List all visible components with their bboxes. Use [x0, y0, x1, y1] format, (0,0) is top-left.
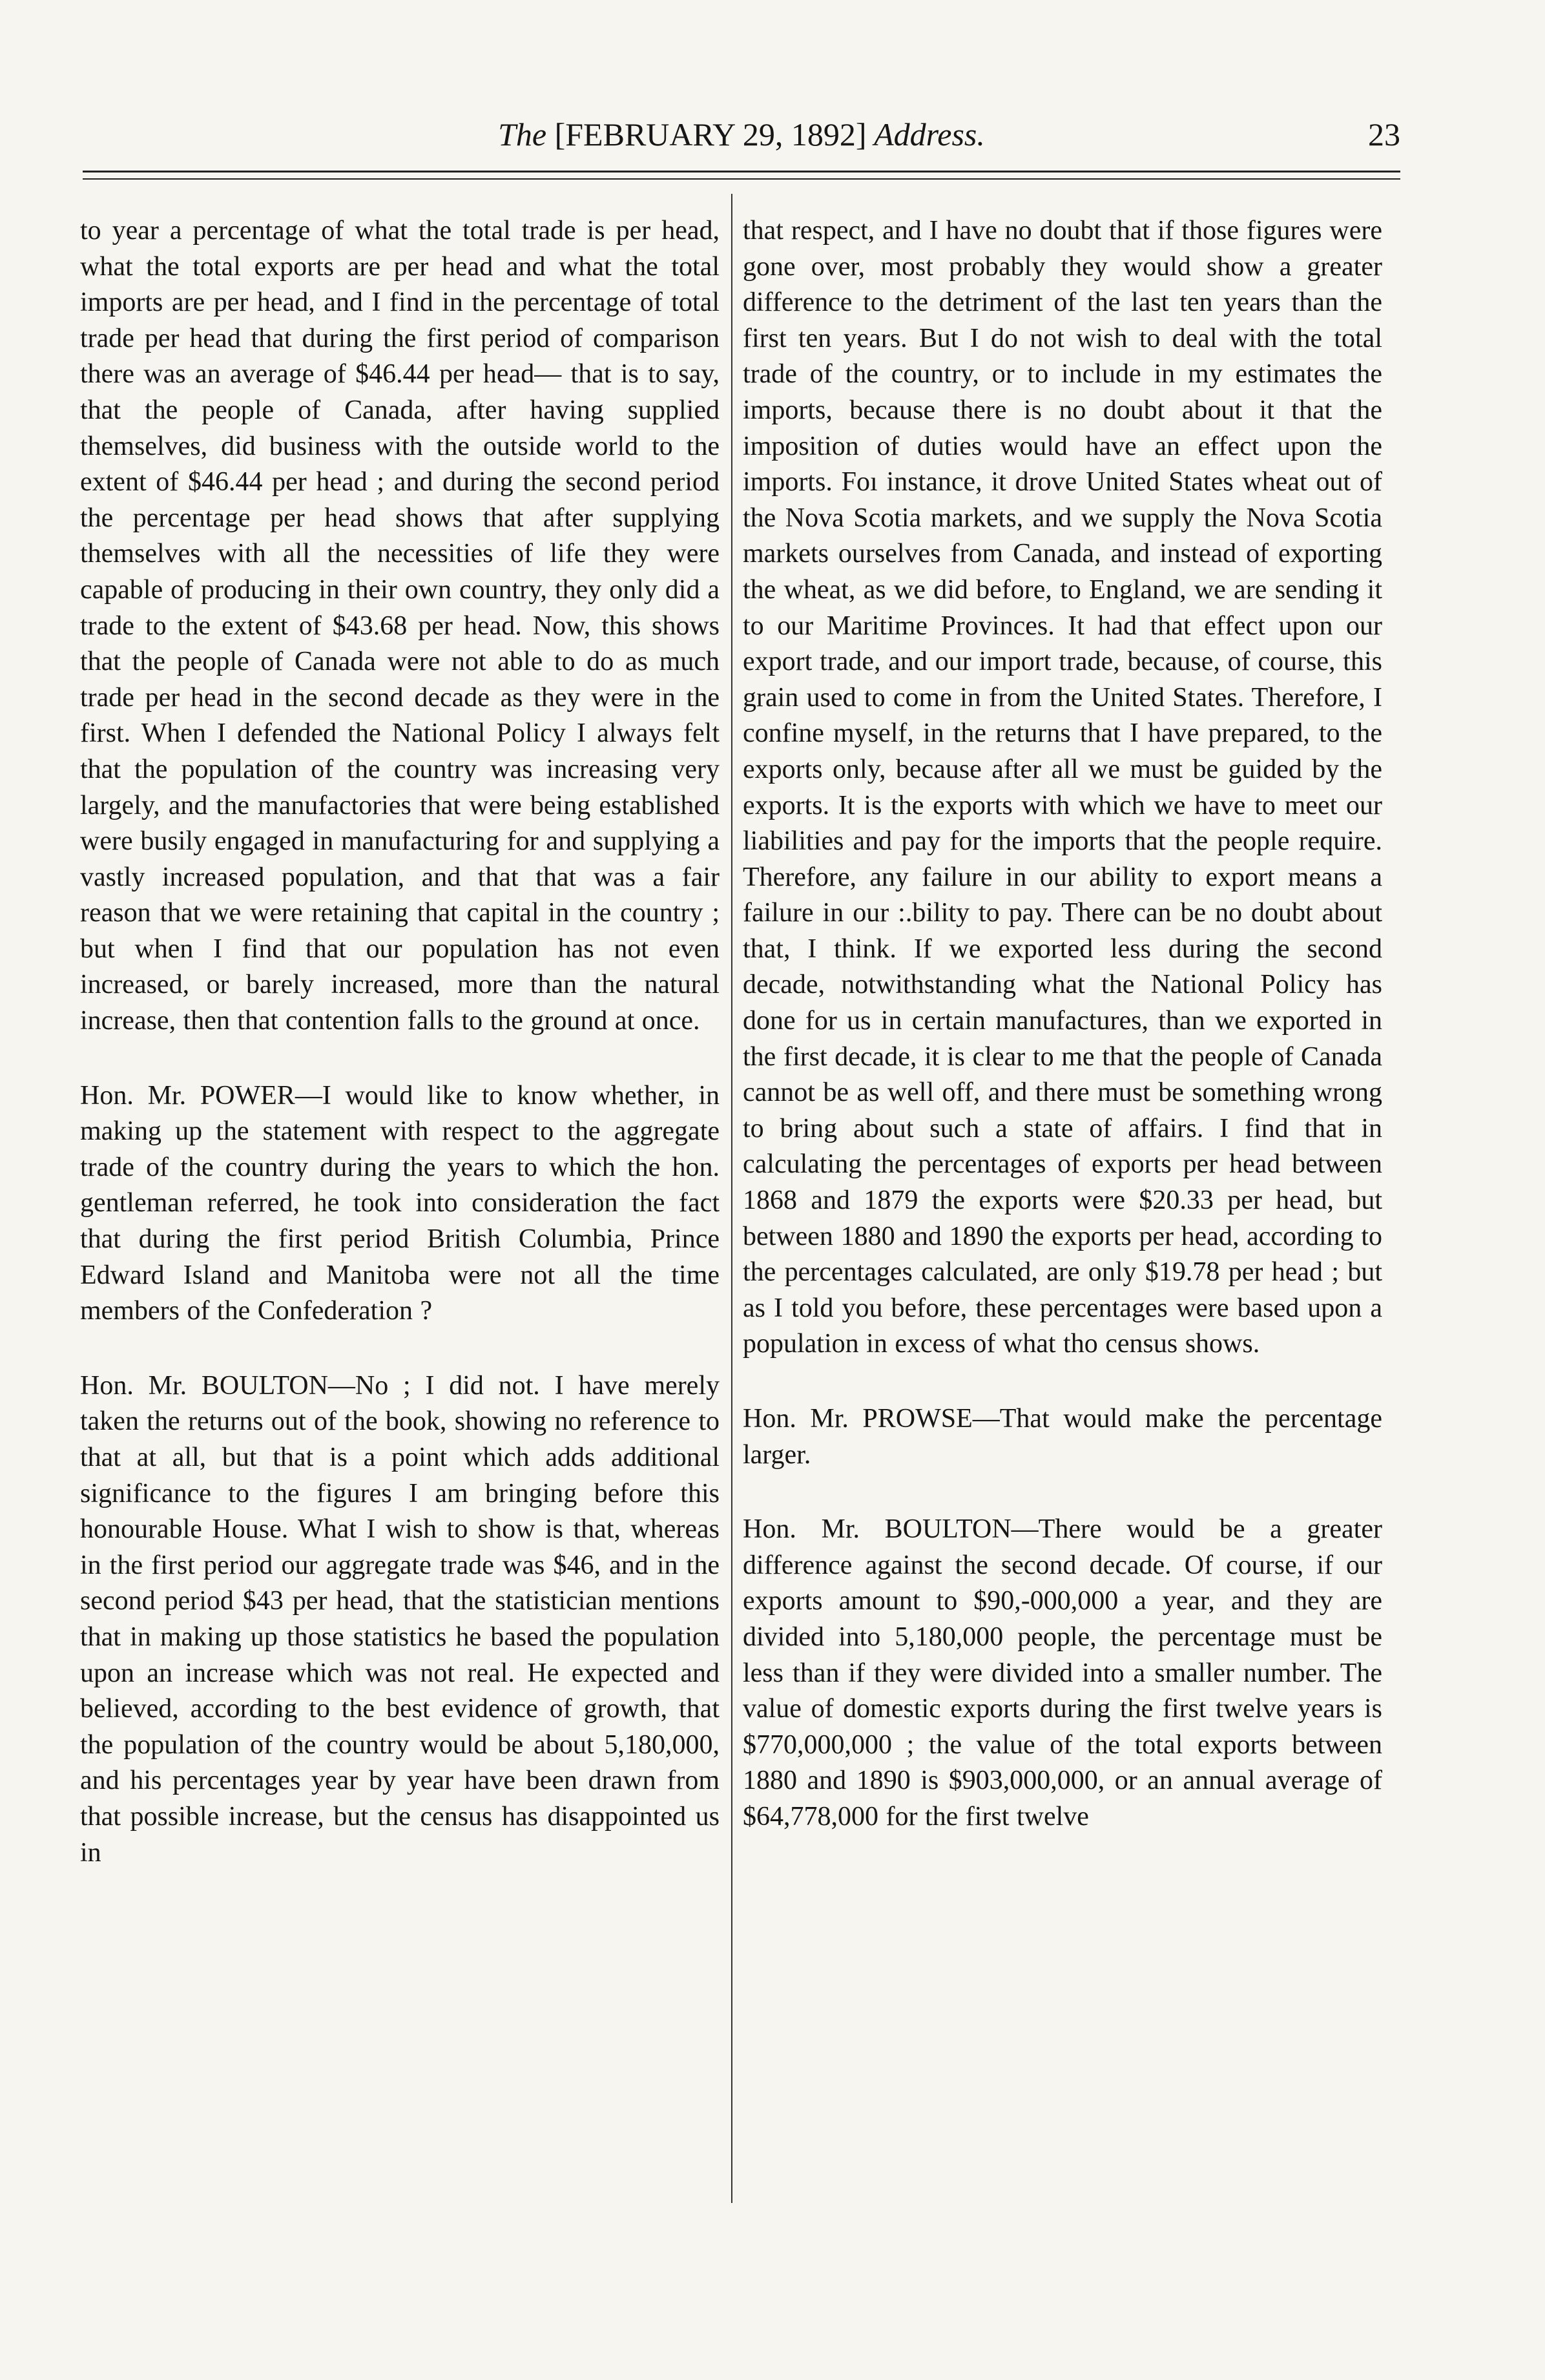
right-paragraph-1: that respect, and I have no doubt that if those figures were gone over, most probably they would show a greater difference to the detriment of the last ten years than the first ten years. But I do not wish to deal with the total trade of the country, or to include in my estimates the imports, because there is no doubt about it that the imposition of duties would have an effect upon the imports. Foı instance, it drove United States wheat out of the Nova Scotia markets, and we supply the Nova Scotia markets ourselves from Canada, and instead of exporting the wheat, as we did before, to England, we are sending it to our Maritime Provinces. It had that effect upon our export trade, and our import trade, because, of course, this grain used to come in from the United States. Therefore, I confine myself, in the returns that I have prepared, to the exports only, because after all we must be guided by the exports. It is the exports with which we have to meet our liabilities and pay for the imports that the people require. Therefore, any failure in our ability to export means a failure in our :.bility to pay. There can be no doubt about that, I think. If we exported less during the second decade, notwithstanding what the National Policy has done for us in certain manufactures, than we exported in the first decade, it is clear to me that the people of Canada cannot be as well off, and there must be something wrong to bring about such a state of affairs. I find that in calculating the percentages of exports per head between 1868 and 1879 the exports were $20.33 per head, but between 1880 and 1890 the exports per head, according to the percentages calculated, are only $19.78 per head ; but as I told you before, these percentages were based upon a population in excess of what tho census shows.	[743, 216, 1382, 1359]
right-paragraph-3: Hon. Mr. BOULTON—There would be a greater difference against the second decade. Of course, if our exports amount to $90,-000,000 a year, and they are divided into 5,180,000 people, the percentage must be less than if they were divided into a smaller number. The value of domestic exports during the first twelve years is $770,000,000 ; the value of the total exports between 1880 and 1890 is $903,000,000, or an annual average of $64,778,000 for the first twelve	[743, 1514, 1382, 1832]
left-paragraph-1: to year a percentage of what the total trade is per head, what the total exports are per head and what the total imports are per head, and I find in the percentage of total trade per head that during the first period of comparison there was an average of $46.44 per head— that is to say, that the people of Canada, after having supplied themselves, did business with the outside world to the extent of $46.44 per head ; and during the second period the percentage per head shows that after supplying themselves with all the necessities of life they were capable of producing in their own country, they only did a trade to the extent of $43.68 per head. Now, this shows that the people of Canada were not able to do as much trade per head in the second decade as they were in the first. When I defended the National Policy I always felt that the population of the country was increasing very largely, and the manufactories that were being established were busily engaged in manufacturing for and supplying a vastly increased population, and that that was a fair reason that we were retaining that capital in the country ; but when I find that our population has not even increased, or barely increased, more than the natural increase, then that contention falls to the ground at once.	[80, 216, 720, 1036]
page-header	[83, 109, 1400, 160]
column-divider	[731, 194, 732, 2203]
left-paragraph-3: Hon. Mr. BOULTON—No ; I did not. I have merely taken the returns out of the book, showing no reference to that at all, but that is a point which adds additional significance to the figures I am bringing before this honourable House. What I wish to show is that, whereas in the first period our aggregate trade was $46, and in the second period $43 per head, that the statistician mentions that in making up those statistics he based the population upon an increase which was not real. He expected and believed, according to the best evidence of growth, that the population of the country would be about 5,180,000, and his percentages year by year have been drawn from that possible increase, but the census has disappointed us in	[80, 1370, 720, 1868]
running-head-the: The	[498, 116, 547, 152]
header-rule-top	[83, 171, 1400, 172]
right-column	[743, 213, 1382, 1835]
header-rule-bottom	[83, 178, 1400, 180]
left-paragraph-2: Hon. Mr. POWER—I would like to know whether, in making up the statement with respect to the aggregate trade of the country during the years to which the hon. gentleman referred, he took into consideration the fact that during the first period British Columbia, Prince Edward Island and Manitoba were not all the time members of the Confederation ?	[80, 1080, 720, 1326]
left-column	[80, 213, 720, 1871]
right-paragraph-2: Hon. Mr. PROWSE—That would make the percentage larger.	[743, 1404, 1382, 1470]
running-head	[83, 109, 1400, 160]
page-number: 23	[1368, 116, 1400, 152]
running-head-date: [FEBRUARY 29, 1892]	[554, 116, 867, 152]
running-head-address: Address.	[874, 116, 985, 152]
